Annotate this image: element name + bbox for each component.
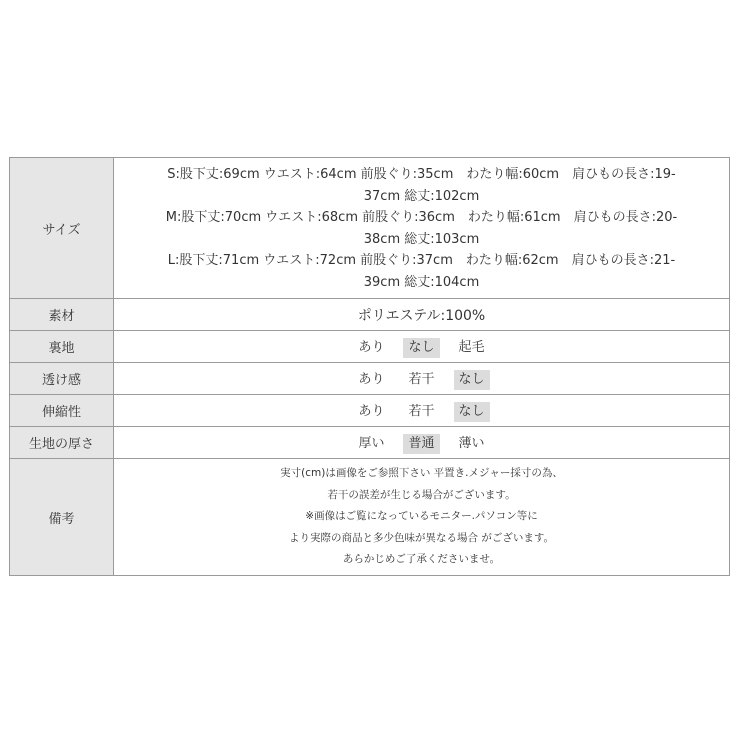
stretch-options bbox=[114, 395, 730, 427]
note-line: あらかじめご了承くださいませ。 bbox=[342, 553, 501, 566]
spec-table bbox=[9, 157, 730, 576]
thickness-options bbox=[114, 427, 730, 459]
size-line: 37cm 総丈:102cm bbox=[363, 188, 480, 204]
size-row bbox=[10, 158, 730, 299]
lining-options bbox=[114, 331, 730, 363]
material-header: 素材 bbox=[10, 299, 114, 331]
notes-values bbox=[114, 459, 730, 576]
note-line: 実寸(cm)は画像をご参照下さい 平置き.メジャー採寸の為、 bbox=[280, 467, 563, 480]
note-line: より実際の商品と多少色味が異なる場合 がございます。 bbox=[289, 531, 554, 544]
sheerness-options bbox=[114, 363, 730, 395]
size-values bbox=[114, 158, 730, 299]
size-line: 39cm 総丈:104cm bbox=[363, 274, 480, 290]
stretch-header: 伸縮性 bbox=[10, 395, 114, 427]
size-line: 38cm 総丈:103cm bbox=[363, 231, 480, 247]
stretch-row bbox=[10, 395, 730, 427]
sheerness-header: 透け感 bbox=[10, 363, 114, 395]
notes-header: 備考 bbox=[10, 459, 114, 576]
thickness-header: 生地の厚さ bbox=[10, 427, 114, 459]
notes-row bbox=[10, 459, 730, 576]
sheerness-row bbox=[10, 363, 730, 395]
lining-row bbox=[10, 331, 730, 363]
thickness-option: 厚い bbox=[358, 435, 385, 451]
sheerness-option: 若干 bbox=[408, 371, 435, 387]
size-line: L:股下丈:71cm ウエスト:72cm 前股ぐり:37cm わたり幅:62cm 肩ひもの長さ:21- bbox=[167, 253, 676, 268]
lining-header: 裏地 bbox=[10, 331, 114, 363]
thickness-option: 薄い bbox=[458, 435, 485, 451]
size-line: S:股下丈:69cm ウエスト:64cm 前股ぐり:35cm わたり幅:60cm 肩ひもの長さ:19- bbox=[167, 167, 676, 182]
note-line: ※画像はご覧になっているモニター.パソコン等に bbox=[305, 510, 538, 523]
lining-option: あり bbox=[358, 339, 385, 355]
sheerness-option: なし bbox=[454, 370, 490, 390]
thickness-row bbox=[10, 427, 730, 459]
stretch-option: あり bbox=[358, 403, 385, 419]
size-line: M:股下丈:70cm ウエスト:68cm 前股ぐり:36cm わたり幅:61cm 肩ひもの長さ:20- bbox=[165, 210, 678, 225]
lining-option: なし bbox=[403, 338, 439, 358]
lining-option: 起毛 bbox=[458, 339, 485, 355]
note-line: 若干の誤差が生じる場合がございます。 bbox=[327, 488, 516, 501]
sheerness-option: あり bbox=[358, 371, 385, 387]
size-header: サイズ bbox=[10, 158, 114, 299]
material-value: ポリエステル:100% bbox=[114, 299, 730, 331]
stretch-option: なし bbox=[454, 402, 490, 422]
material-row bbox=[10, 299, 730, 331]
stretch-option: 若干 bbox=[408, 403, 435, 419]
thickness-option: 普通 bbox=[403, 434, 439, 454]
